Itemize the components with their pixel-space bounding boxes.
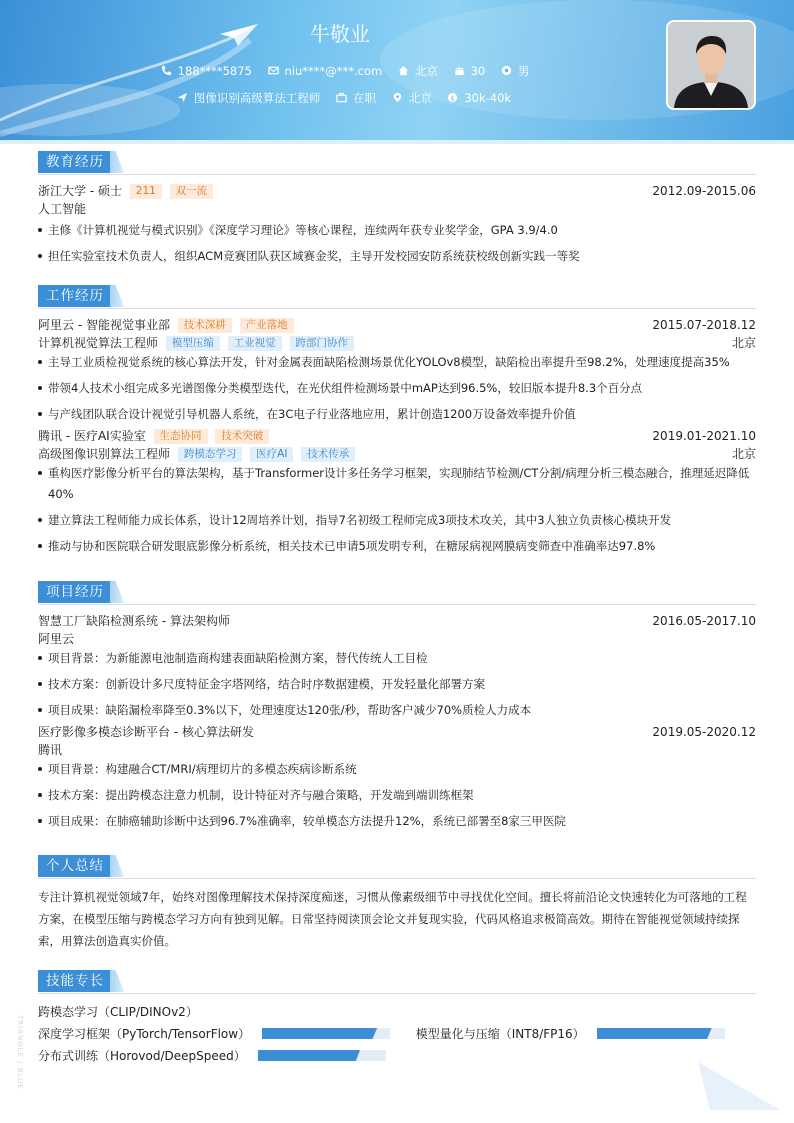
location-pin-icon — [392, 92, 403, 103]
work-bullet: 与产线团队联合设计视觉引导机器人系统，在3C电子行业落地应用，累计创造1200万设备效率提升价值 — [38, 404, 756, 425]
salary-item — [447, 91, 511, 105]
title-tail-decoration — [110, 970, 124, 992]
section-title-text: 教育经历 — [38, 151, 112, 173]
project-bullet: 项目背景：为新能源电池制造商构建表面缺陷检测方案，替代传统人工目检 — [38, 648, 756, 669]
job-intent-row — [0, 90, 680, 106]
work-company-row — [38, 427, 756, 445]
skills-section — [38, 970, 756, 1067]
status-item — [336, 90, 376, 106]
mail-icon — [268, 65, 279, 76]
work-bullet: 建立算法工程师能力成长体系，设计12周培养计划，指导7名初级工程师完成3项技术攻关，其中3人独立负责核心模块开发 — [38, 510, 756, 531]
money-icon — [447, 92, 458, 103]
role-tag: 跨部门协作 — [290, 336, 355, 351]
phone-icon — [161, 65, 172, 76]
projects-section — [38, 581, 756, 832]
target-position-item — [177, 90, 321, 106]
section-rule — [38, 993, 756, 994]
corner-triangle-decoration — [698, 1062, 788, 1112]
skill-bar-fill — [597, 1028, 712, 1039]
skills-title — [38, 970, 756, 992]
avatar — [666, 20, 756, 110]
header-banner — [0, 0, 794, 140]
section-rule — [38, 174, 756, 175]
send-icon — [177, 92, 188, 103]
hometown-text: 北京 — [414, 64, 438, 78]
svg-text:$: $ — [450, 94, 455, 103]
section-rule — [38, 604, 756, 605]
phone-item — [161, 64, 252, 78]
edu-tag: 双一流 — [170, 184, 214, 199]
company-tag: 技术深耕 — [178, 318, 232, 333]
contact-row — [0, 63, 680, 79]
summary-title — [38, 855, 756, 877]
email-text: niu****@***.com — [284, 64, 383, 78]
work-role-row — [38, 445, 756, 463]
role-title: 计算机视觉算法工程师 — [38, 336, 159, 350]
work-bullet: 推动与协和医院联合研发眼底影像分析系统，相关技术已申请5项发明专利，在糖尿病视网膜病变筛查中准确率达97.8% — [38, 536, 756, 557]
work-bullet: 带领4人技术小组完成多光谱图像分类模型迭代，在光伏组件检测场景中mAP达到96.5%，较旧版本提升8.3个百分点 — [38, 378, 756, 399]
company-tag: 技术突破 — [215, 429, 269, 444]
work-city: 北京 — [731, 447, 756, 461]
section-title-text: 技能专长 — [38, 970, 112, 992]
role-tag: 医疗AI — [250, 447, 293, 462]
project-period: 2019.05-2020.12 — [652, 725, 756, 739]
project-bullet: 技术方案：创新设计多尺度特征金字塔网络，结合时序数据建模，开发轻量化部署方案 — [38, 674, 756, 695]
skill-name: 分布式训练（Horovod/DeepSpeed） — [38, 1049, 246, 1063]
title-tail-decoration — [110, 151, 124, 173]
project-org: 腾讯 — [38, 743, 63, 757]
education-title — [38, 151, 756, 173]
target-city-text: 北京 — [408, 91, 432, 105]
candidate-name: 牛敬业 — [310, 22, 370, 46]
work-company-row — [38, 316, 756, 334]
portrait-image — [668, 22, 754, 108]
education-section — [38, 151, 756, 267]
header-divider — [0, 140, 794, 144]
cake-icon — [454, 65, 465, 76]
education-header — [38, 182, 756, 200]
section-title-text: 项目经历 — [38, 581, 112, 603]
edu-bullet: 主修《计算机视觉与模式识别》《深度学习理论》等核心课程，连续两年获专业奖学金，GPA 3.9/4.0 — [38, 220, 756, 241]
skill-bar — [262, 1028, 390, 1039]
project-bullet: 项目背景：构建融合CT/MRI/病理切片的多模态疾病诊断系统 — [38, 759, 756, 780]
role-title: 高级图像识别算法工程师 — [38, 447, 171, 461]
summary-section — [38, 855, 756, 952]
edu-period: 2012.09-2015.06 — [652, 184, 756, 198]
skill-bar — [597, 1028, 725, 1039]
projects-title — [38, 581, 756, 603]
hometown-item — [398, 63, 438, 79]
skill-name: 模型量化与压缩（INT8/FP16） — [415, 1027, 585, 1041]
company-tag: 生态协同 — [154, 429, 208, 444]
gender-item — [501, 63, 530, 79]
major: 人工智能 — [38, 202, 87, 216]
role-tag: 技术传承 — [301, 447, 355, 462]
project-bullet: 项目成果：在肺癌辅助诊断中达到96.7%准确率，较单模态方法提升12%，系统已部署至8家三甲医院 — [38, 811, 756, 832]
section-rule — [38, 878, 756, 879]
email-item — [268, 64, 383, 78]
section-title-text: 工作经历 — [38, 285, 112, 307]
project-bullet: 技术方案：提出跨模态注意力机制，设计特征对齐与融合策略，开发端到端训练框架 — [38, 785, 756, 806]
project-header — [38, 612, 756, 630]
work-city: 北京 — [731, 336, 756, 350]
age-text: 30 — [470, 64, 486, 78]
gender-text: 男 — [517, 64, 530, 78]
company-name: 腾讯 - 医疗AI实验室 — [38, 429, 146, 443]
role-tag: 跨模态学习 — [178, 447, 243, 462]
work-section — [38, 285, 756, 557]
project-org: 阿里云 — [38, 632, 75, 646]
company-name: 阿里云 - 智能视觉事业部 — [38, 318, 170, 332]
skill-row — [38, 1045, 756, 1067]
phone-text: 188****5875 — [177, 64, 252, 78]
target-city-item — [392, 90, 432, 106]
work-period: 2015.07-2018.12 — [652, 318, 756, 332]
project-header — [38, 723, 756, 741]
edu-tag: 211 — [130, 184, 162, 199]
work-period: 2019.01-2021.10 — [652, 429, 756, 443]
role-tag: 模型压缩 — [166, 336, 220, 351]
project-title: 智慧工厂缺陷检测系统 - 算法架构师 — [38, 614, 230, 628]
work-bullet: 重构医疗影像分析平台的算法架构，基于Transformer设计多任务学习框架，实现肺结节检测/CT分割/病理分析三模态融合，推理延迟降低40% — [38, 463, 756, 505]
salary-text: 30k-40k — [464, 91, 512, 105]
skill-bar-fill — [262, 1028, 377, 1039]
side-watermark: TRIANGLE / BLUE — [16, 1015, 24, 1090]
status-text: 在职 — [353, 91, 377, 105]
home-icon — [398, 65, 409, 76]
title-tail-decoration — [110, 581, 124, 603]
work-role-row — [38, 334, 756, 352]
skill-top: 跨模态学习（CLIP/DINOv2） — [38, 1005, 198, 1019]
project-bullet: 项目成果：缺陷漏检率降至0.3%以下，处理速度达120张/秒，帮助客户减少70%质检人力成本 — [38, 700, 756, 721]
section-rule — [38, 308, 756, 309]
project-period: 2016.05-2017.10 — [652, 614, 756, 628]
project-title: 医疗影像多模态诊断平台 - 核心算法研发 — [38, 725, 254, 739]
role-tag: 工业视觉 — [228, 336, 282, 351]
skill-row — [38, 1023, 756, 1045]
briefcase-icon — [336, 92, 347, 103]
gender-icon — [501, 65, 512, 76]
section-title-text: 个人总结 — [38, 855, 112, 877]
edu-bullet: 担任实验室技术负责人，组织ACM竞赛团队获区域赛金奖，主导开发校园安防系统获校级创新实践一等奖 — [38, 246, 756, 267]
work-title — [38, 285, 756, 307]
work-bullet: 主导工业质检视觉系统的核心算法开发，针对金属表面缺陷检测场景优化YOLOv8模型，缺陷检出率提升至98.2%，处理速度提高35% — [38, 352, 756, 373]
school-name: 浙江大学 - 硕士 — [38, 184, 122, 198]
title-tail-decoration — [110, 285, 124, 307]
company-tag: 产业落地 — [240, 318, 294, 333]
skill-bar — [258, 1050, 386, 1061]
skill-bar-fill — [258, 1050, 360, 1061]
skill-name: 深度学习框架（PyTorch/TensorFlow） — [38, 1027, 251, 1041]
age-item — [454, 64, 486, 78]
summary-text: 专注计算机视觉领域7年，始终对图像理解技术保持深度痴迷，习惯从像素级细节中寻找优化空间。擅长将前沿论文快速转化为可落地的工程方案，在模型压缩与跨模态学习方向有独到见解。日常坚持阅读顶会论文并复现实验，代码风格追求极简高效。期待在智能视觉领域持续探索，用算法创造真实价值。 — [38, 890, 747, 948]
title-tail-decoration — [110, 855, 124, 877]
target-position-text: 图像识别高级算法工程师 — [193, 91, 321, 105]
